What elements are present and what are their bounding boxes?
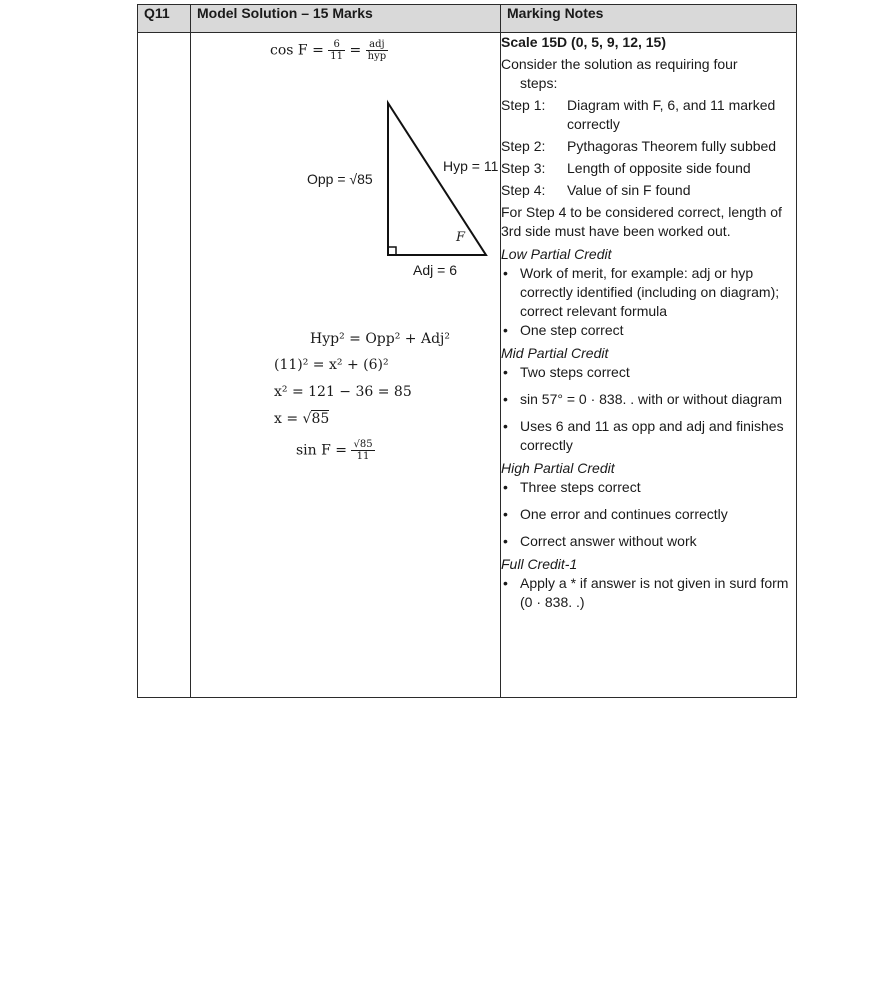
step-3-number: Step 3: [501,160,546,176]
step-1 [501,96,796,134]
sin-den: 11 [356,451,370,462]
list-item: • Two steps correct [501,363,796,382]
model-solution-header: Model Solution – 15 Marks [191,5,501,33]
cos-den-2: hyp [367,51,387,62]
list-item: • One step correct [501,321,796,340]
marking-notes-cell [501,33,797,698]
step-2-text: Pythagoras Theorem fully subbed [567,138,777,154]
opp-label: Opp = √85 [307,171,373,187]
x-value-radicand: 85 [311,411,330,427]
step-4 [501,181,796,200]
sin-fraction [351,439,374,462]
intro-line-1: Consider the solution as requiring four [501,56,738,72]
hyp-label: Hyp = 11 [443,158,499,174]
model-solution-cell [191,33,501,698]
step-2-number: Step 2: [501,138,546,154]
list-item: • Work of merit, for example: adj or hyp correctly identified (including on diagram); correct relevant formula [501,264,796,321]
scale-heading: Scale 15D (0, 5, 9, 12, 15) [501,34,666,50]
high-partial-credit-list [501,478,796,551]
list-item: • Apply a * if answer is not given in surd form (0 · 838. .) [501,574,796,612]
mid-partial-credit-list [501,363,796,455]
question-number-header: Q11 [138,5,191,33]
question-number-cell [138,33,191,698]
list-item: • Uses 6 and 11 as opp and adj and finishes correctly [501,417,796,455]
x-squared-value: x² = 121 − 36 = 85 [274,384,412,400]
sin-num: √85 [353,439,373,450]
cos-den-1: 11 [330,51,343,62]
step-4-number: Step 4: [501,182,546,198]
table-header-row [138,5,797,33]
step-1-number: Step 1: [501,97,546,113]
triangle-shape [388,103,486,255]
marking-notes-header: Marking Notes [501,5,797,33]
list-item: • Three steps correct [501,478,796,497]
step-2 [501,137,796,156]
x-value-prefix: x = √ [274,411,312,427]
step-3 [501,159,796,178]
full-credit-list [501,574,796,612]
cos-num-1: 6 [328,39,345,51]
mid-partial-credit-title: Mid Partial Credit [501,345,609,361]
low-partial-credit-title: Low Partial Credit [501,246,612,262]
list-item: • One error and continues correctly [501,505,796,524]
step-4-text: Value of sin F found [567,182,691,198]
cos-num-2: adj [366,39,389,51]
cos-prefix: cos F = [270,42,324,59]
step-1-text: Diagram with F, 6, and 11 marked correctly [567,97,776,132]
pythagoras-substituted: (11)² = x² + (6)² [274,357,389,373]
list-item: • Correct answer without work [501,532,796,551]
full-credit-title: Full Credit-1 [501,556,578,572]
sin-equation [296,439,375,462]
list-item: • sin 57° = 0 · 838. . with or without diagram [501,390,796,409]
sin-prefix: sin F = [296,442,348,459]
table-body-row [138,33,797,698]
marking-scheme-table [137,4,797,698]
step-3-text: Length of opposite side found [567,160,751,176]
right-angle-marker [388,247,396,255]
adj-label: Adj = 6 [413,262,457,278]
step-4-note: For Step 4 to be considered correct, length of 3rd side must have been worked out. [501,204,782,239]
cos-equals: = [349,42,362,59]
low-partial-credit-list [501,264,796,340]
x-value [274,411,329,427]
intro-line-2: steps: [520,75,558,91]
angle-f-label: F [456,230,466,245]
pythagoras-formula: Hyp² = Opp² + Adj² [310,331,450,347]
high-partial-credit-title: High Partial Credit [501,460,615,476]
